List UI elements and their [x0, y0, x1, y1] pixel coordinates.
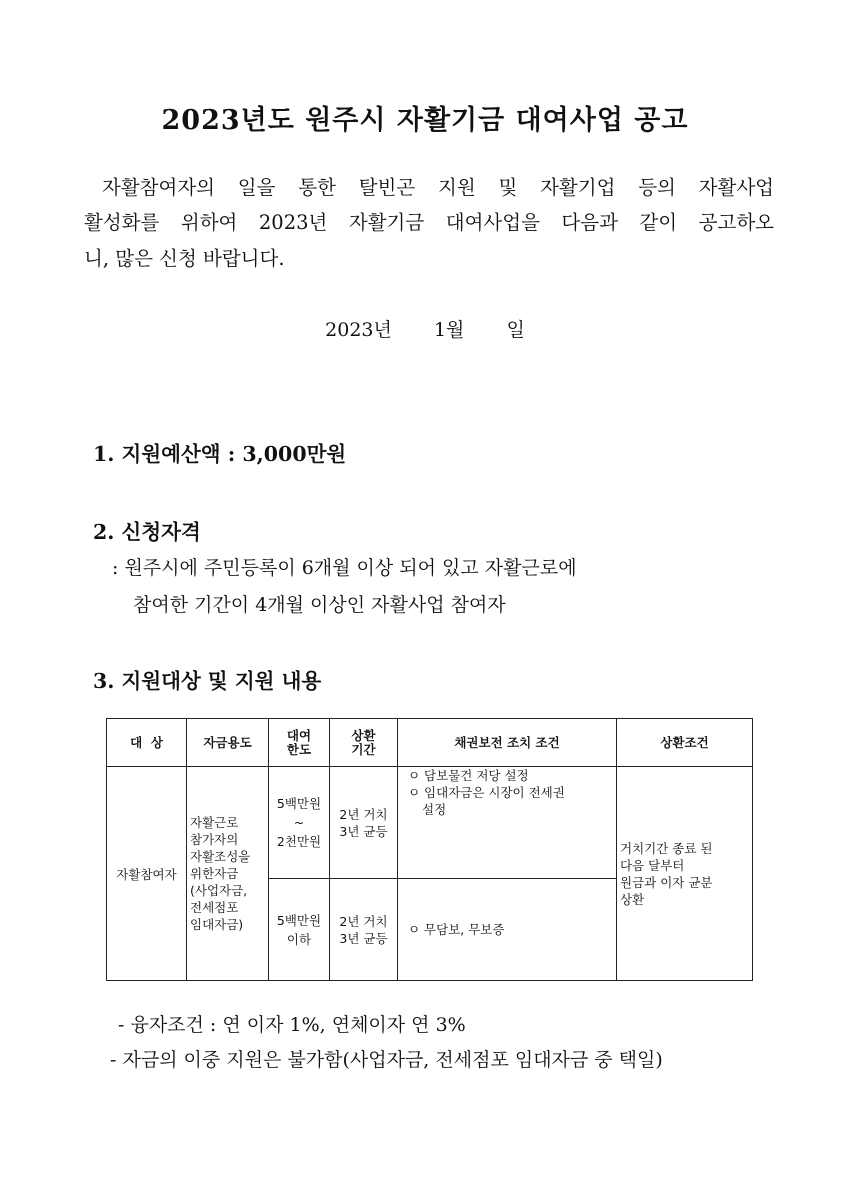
table-row	[107, 767, 753, 879]
support-table	[106, 718, 753, 981]
loan-condition-note: - 융자조건 : 연 이자 1%, 연체이자 연 3%	[118, 1014, 466, 1036]
limit-cell-1: 5백만원 ~ 2천만원	[269, 767, 330, 879]
eligibility-line-1: : 원주시에 주민등록이 6개월 이상 되어 있고 자활근로에	[112, 557, 577, 579]
header-limit: 대여 한도	[269, 719, 330, 767]
header-purpose: 자금용도	[187, 719, 269, 767]
section-1-heading: 1. 지원예산액 : 3,000만원	[93, 442, 347, 466]
section-2-heading: 2. 신청자격	[93, 520, 201, 544]
security-cell-2: ㅇ 무담보, 무보증	[398, 879, 617, 981]
double-support-note: - 자금의 이중 지원은 불가함(사업자금, 전세점포 임대자금 중 택일)	[110, 1049, 663, 1071]
security-cell-1: ㅇ 담보물건 저당 설정 ㅇ 임대자금은 시장이 전세권 설정	[398, 767, 617, 879]
date-day: 일	[506, 319, 525, 341]
page-title: 2023년도 원주시 자활기금 대여사업 공고	[161, 105, 689, 136]
intro-line-3: 니, 많은 신청 바랍니다.	[84, 247, 285, 270]
header-repay: 상환조건	[617, 719, 753, 767]
table-header-row	[107, 719, 753, 767]
repay-cell: 거치기간 종료 된 다음 달부터 원금과 이자 균분 상환	[617, 767, 753, 981]
header-security: 채권보전 조치 조건	[398, 719, 617, 767]
date-year: 2023년	[325, 319, 392, 341]
purpose-cell: 자활근로 참가자의 자활조성을 위한자금 (사업자금, 전세점포 임대자금)	[187, 767, 269, 981]
section-3-heading: 3. 지원대상 및 지원 내용	[93, 669, 322, 693]
target-cell: 자활참여자	[107, 767, 187, 981]
announcement-date	[0, 315, 850, 342]
date-month: 1월	[433, 319, 465, 341]
intro-line-1: 자활참여자의 일을 통한 탈빈곤 지원 및 자활기업 등의 자활사업	[102, 176, 774, 199]
eligibility-line-2: 참여한 기간이 4개월 이상인 자활사업 참여자	[133, 594, 506, 616]
limit-cell-2: 5백만원 이하	[269, 879, 330, 981]
term-cell-1: 2년 거치 3년 균등	[330, 767, 398, 879]
header-target: 대 상	[107, 719, 187, 767]
intro-line-2: 활성화를 위하여 2023년 자활기금 대여사업을 다음과 같이 공고하오	[84, 211, 774, 234]
term-cell-2: 2년 거치 3년 균등	[330, 879, 398, 981]
header-term: 상환 기간	[330, 719, 398, 767]
